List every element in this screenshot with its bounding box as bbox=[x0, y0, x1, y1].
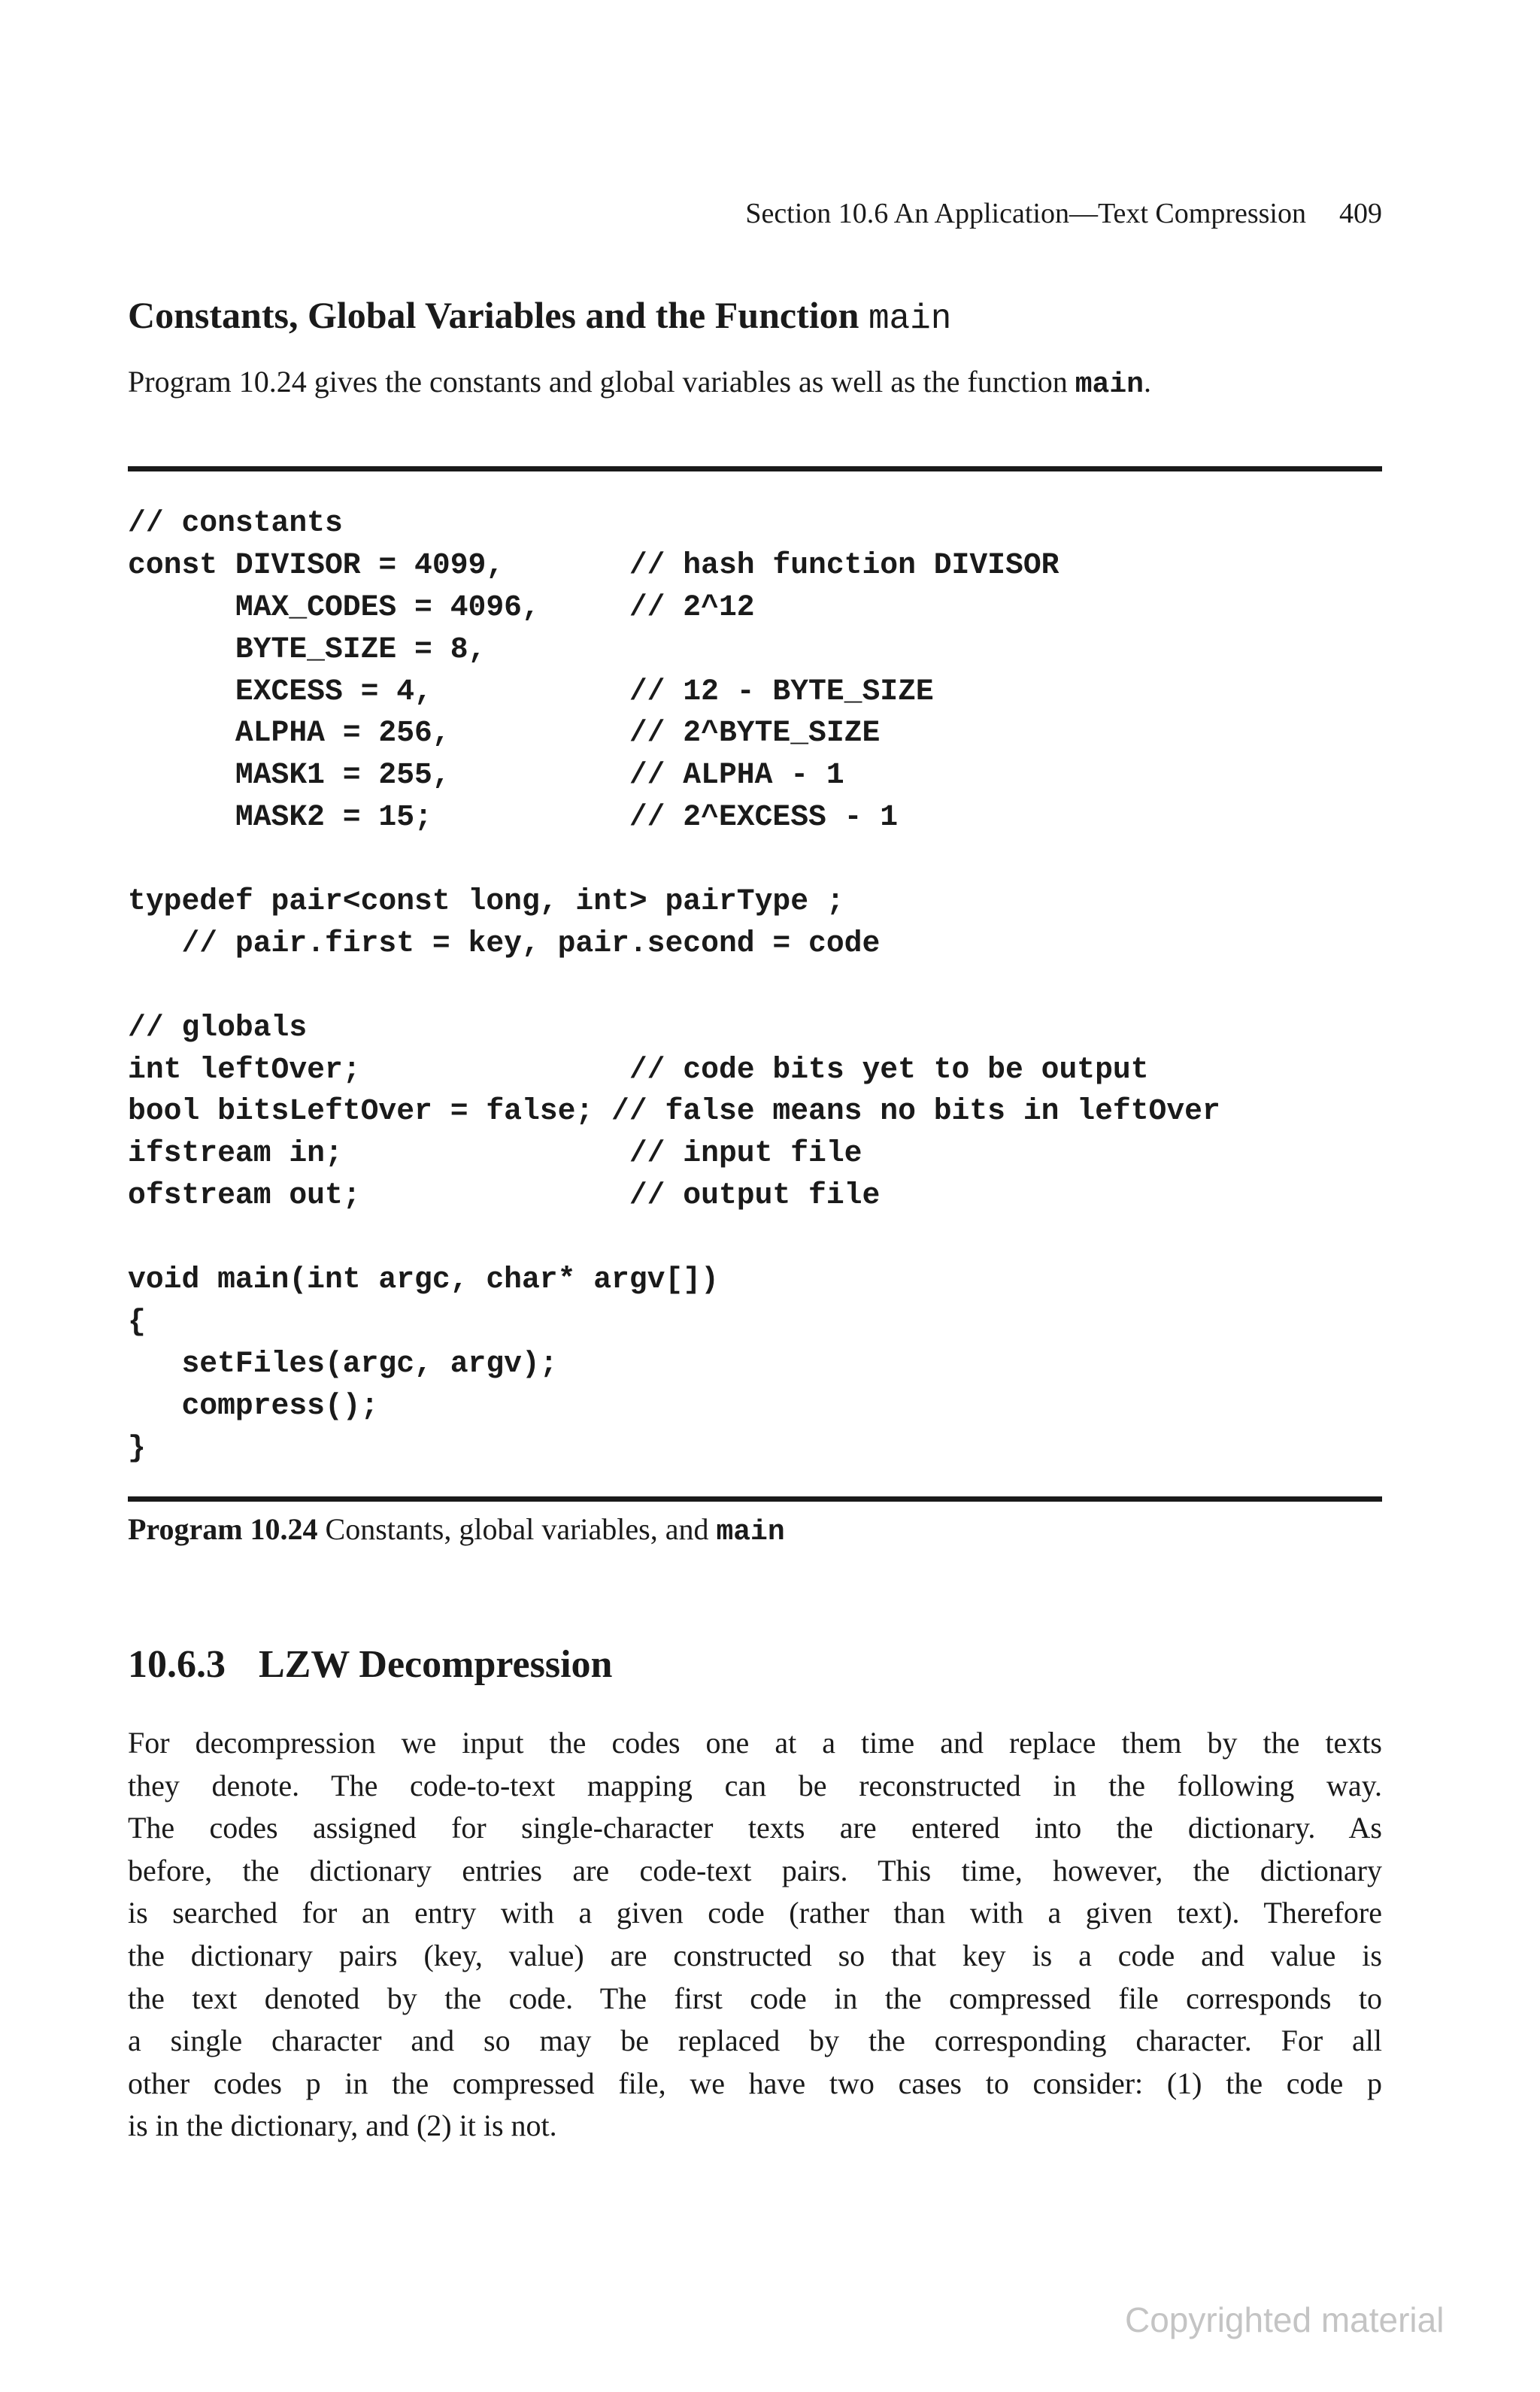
code-line: { bbox=[128, 1304, 146, 1338]
body-line: they denote. The code-to-text mapping can be reconstructed in the following way. bbox=[128, 1768, 1382, 1802]
code-line: int leftOver; // code bits yet to be output bbox=[128, 1052, 1149, 1087]
page-number: 409 bbox=[1339, 198, 1382, 229]
code-line: // globals bbox=[128, 1010, 308, 1044]
code-line: setFiles(argc, argv); bbox=[128, 1346, 558, 1381]
caption-text: Constants, global variables, and bbox=[317, 1512, 717, 1546]
code-line: bool bitsLeftOver = false; // false means no bits in leftOver bbox=[128, 1094, 1220, 1129]
subsection-heading-text: Constants, Global Variables and the Function bbox=[128, 294, 869, 336]
intro-end: . bbox=[1143, 365, 1151, 399]
program-code-listing bbox=[128, 502, 1220, 1469]
section-title: LZW Decompression bbox=[259, 1643, 613, 1686]
code-line: BYTE_SIZE = 8, bbox=[128, 632, 487, 666]
code-line: void main(int argc, char* argv[]) bbox=[128, 1263, 719, 1297]
code-line: ifstream in; // input file bbox=[128, 1136, 862, 1171]
body-line: the dictionary pairs (key, value) are constructed so that key is a code and value is bbox=[128, 1938, 1382, 1972]
running-header bbox=[128, 197, 1382, 230]
body-line: is searched for an entry with a given code (rather than with a given text). Therefore bbox=[128, 1896, 1382, 1930]
code-line: } bbox=[128, 1430, 146, 1465]
code-line bbox=[128, 838, 1220, 881]
code-line: MASK2 = 15; // 2^EXCESS - 1 bbox=[128, 800, 899, 835]
body-line: The codes assigned for single-character texts are entered into the dictionary. As bbox=[128, 1811, 1382, 1845]
code-line: ofstream out; // output file bbox=[128, 1178, 881, 1213]
subsection-heading bbox=[128, 293, 951, 338]
program-bottom-rule bbox=[128, 1496, 1382, 1502]
code-line: MASK1 = 255, // ALPHA - 1 bbox=[128, 758, 844, 793]
body-line: other codes p in the compressed file, we have two cases to consider: (1) the code p bbox=[128, 2066, 1382, 2100]
caption-code: main bbox=[716, 1516, 785, 1548]
copyright-watermark: Copyrighted material bbox=[1125, 2300, 1445, 2339]
intro-text: Program 10.24 gives the constants and global variables as well as the function bbox=[128, 365, 1075, 399]
code-line: MAX_CODES = 4096, // 2^12 bbox=[128, 590, 755, 624]
running-header-title: Section 10.6 An Application—Text Compression bbox=[745, 198, 1306, 229]
section-number: 10.6.3 bbox=[128, 1643, 226, 1686]
body-line: before, the dictionary entries are code-text pairs. This time, however, the dictionary bbox=[128, 1853, 1382, 1887]
intro-paragraph bbox=[128, 364, 1382, 401]
caption-label: Program 10.24 bbox=[128, 1512, 318, 1546]
code-line bbox=[128, 965, 1220, 1007]
code-line: typedef pair<const long, int> pairType ; bbox=[128, 884, 844, 919]
subsection-heading-code: main bbox=[868, 299, 952, 338]
program-top-rule bbox=[128, 466, 1382, 471]
code-line: EXCESS = 4, // 12 - BYTE_SIZE bbox=[128, 674, 934, 708]
code-line: compress(); bbox=[128, 1388, 379, 1423]
body-line: the text denoted by the code. The first code in the compressed file corresponds to bbox=[128, 1981, 1382, 2015]
intro-code: main bbox=[1075, 368, 1144, 401]
code-line bbox=[128, 1217, 1220, 1259]
code-line: // constants bbox=[128, 506, 343, 540]
section-body-paragraph bbox=[128, 1722, 1382, 2148]
code-line: // pair.first = key, pair.second = code bbox=[128, 926, 881, 960]
body-line: a single character and so may be replaced by the corresponding character. For all bbox=[128, 2024, 1382, 2058]
body-line: For decompression we input the codes one at a time and replace them by the texts bbox=[128, 1726, 1382, 1760]
section-heading bbox=[128, 1642, 612, 1687]
code-line: const DIVISOR = 4099, // hash function DIVISOR bbox=[128, 547, 1060, 582]
body-line: is in the dictionary, and (2) it is not. bbox=[128, 2109, 557, 2143]
code-line: ALPHA = 256, // 2^BYTE_SIZE bbox=[128, 716, 881, 750]
program-caption bbox=[128, 1511, 785, 1548]
